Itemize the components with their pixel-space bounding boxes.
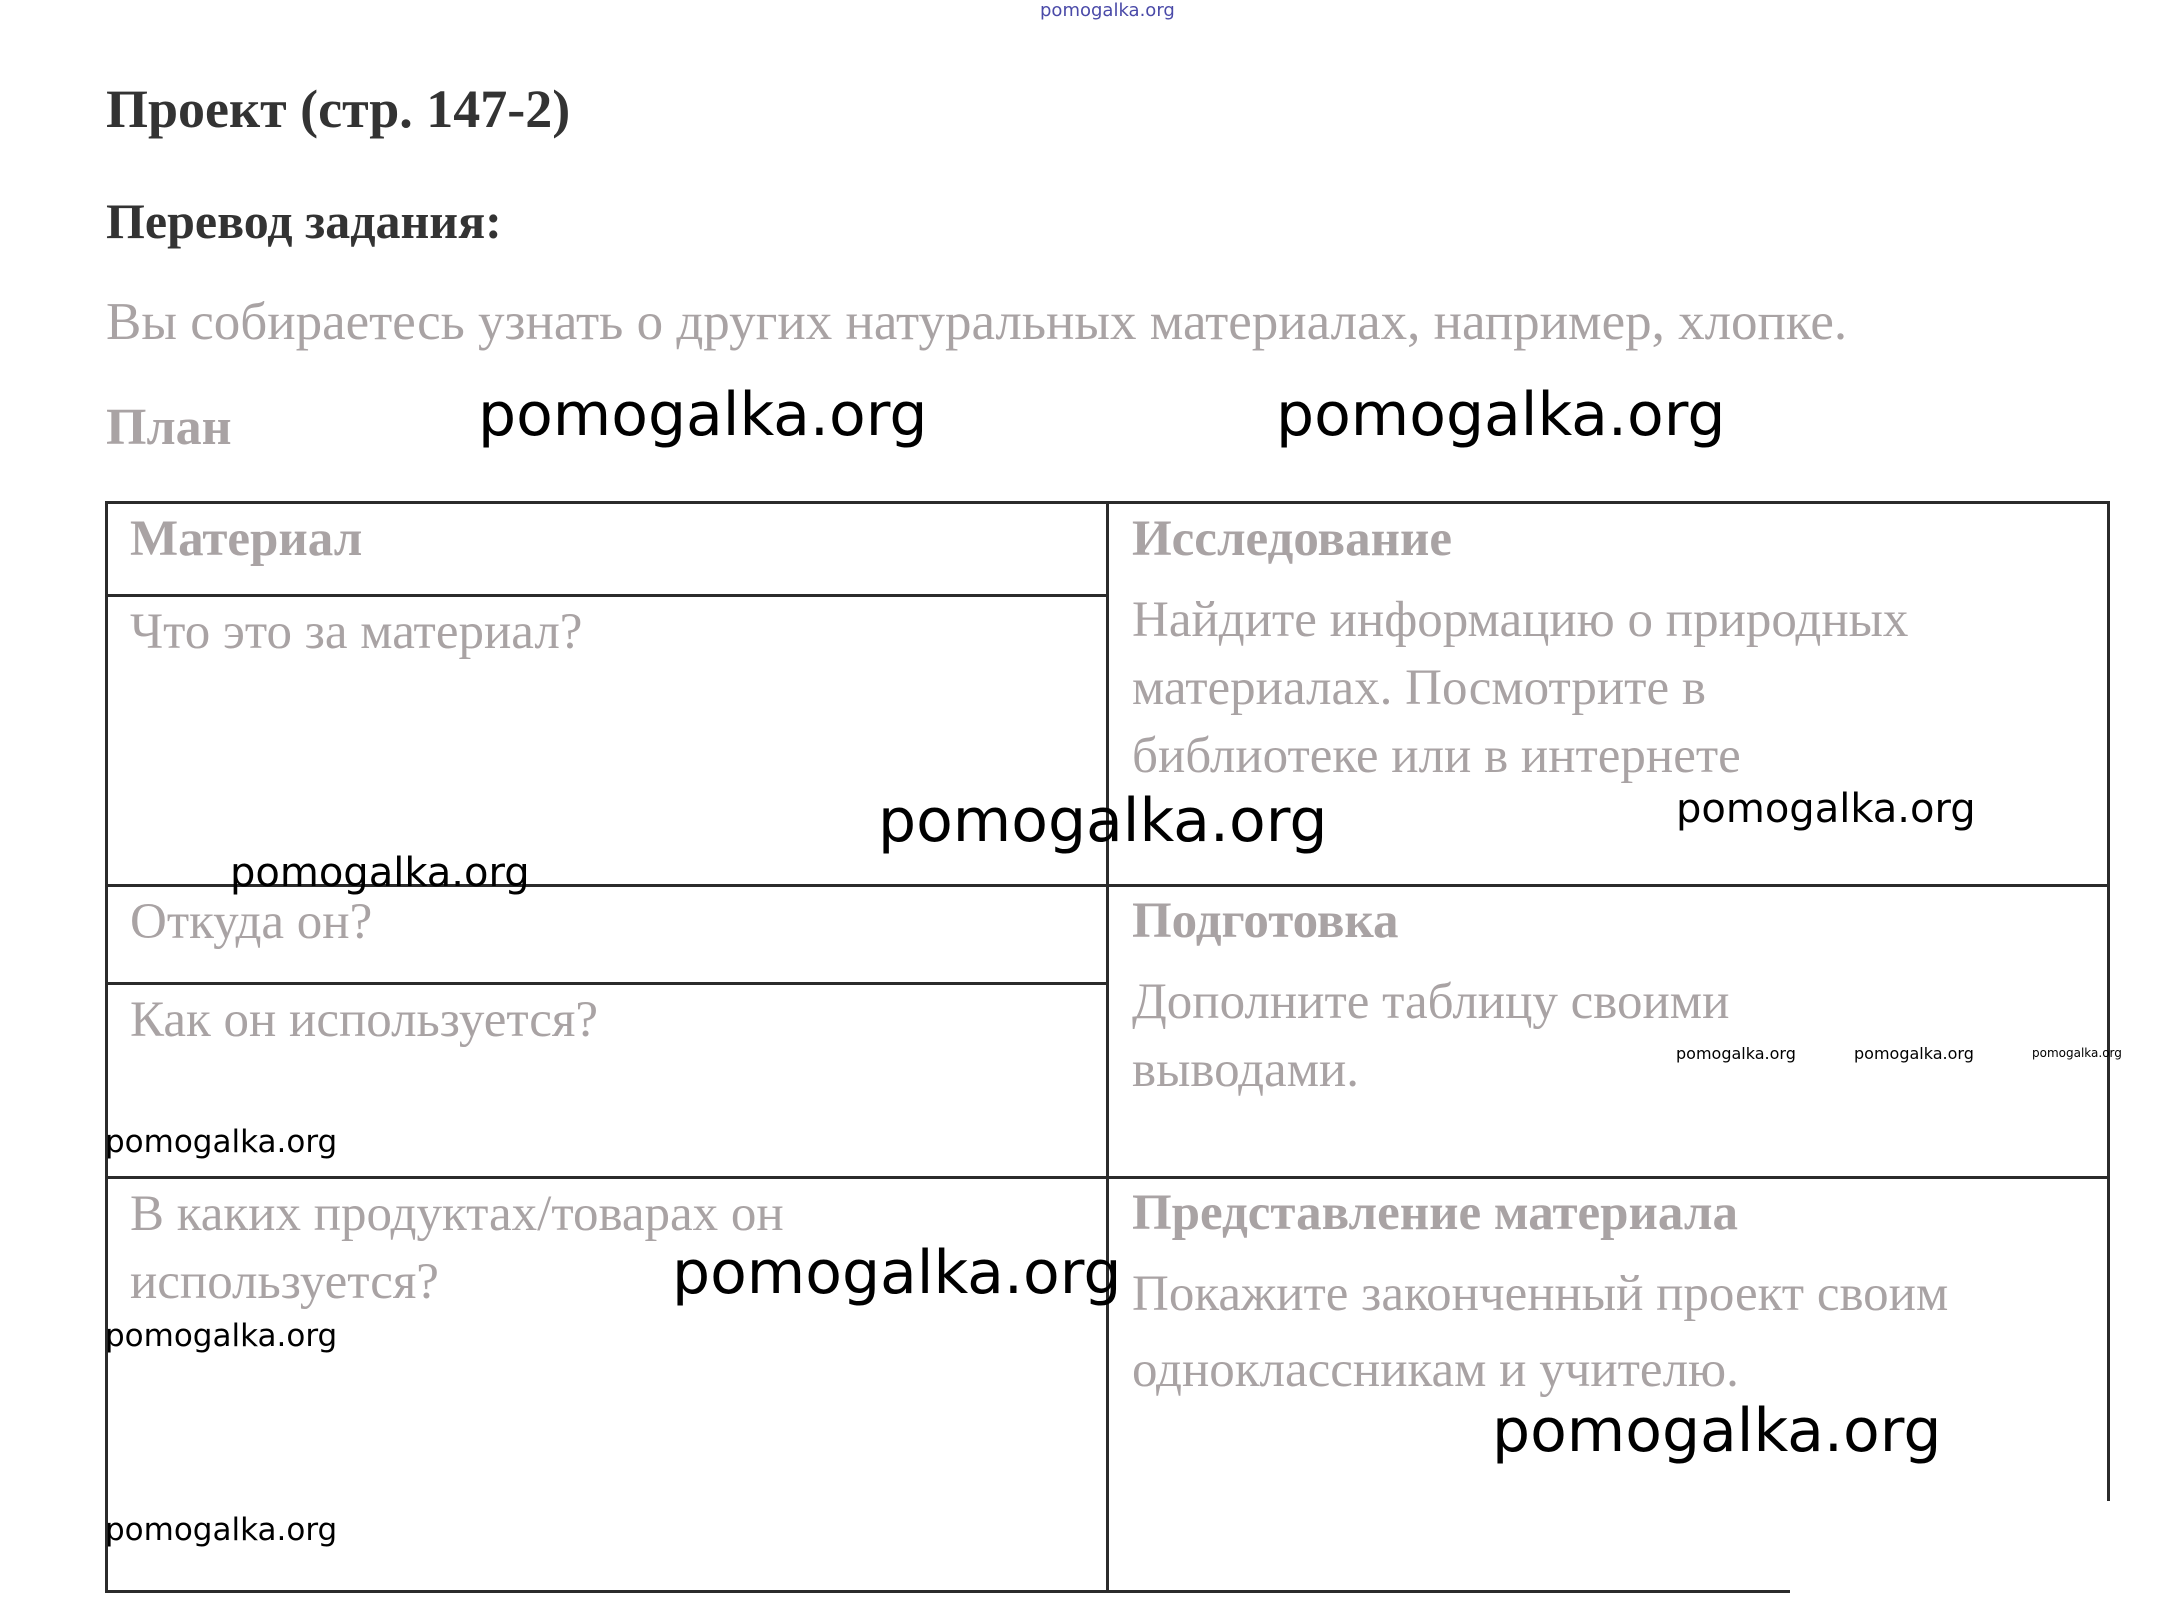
watermark: pomogalka.org: [1854, 1044, 1974, 1063]
preparation-line2: выводами.: [1132, 1042, 1360, 1098]
plan-label: План: [106, 399, 232, 456]
watermark: pomogalka.org: [230, 850, 530, 896]
question-products-line2: используется?: [130, 1254, 439, 1310]
section-subtitle: Перевод задания:: [106, 193, 502, 249]
question-what-material: Что это за материал?: [130, 604, 583, 660]
watermark: pomogalka.org: [1276, 380, 1726, 450]
preparation-line1: Дополните таблицу своими: [1132, 974, 1730, 1030]
watermark: pomogalka.org: [1676, 1044, 1796, 1063]
top-watermark: pomogalka.org: [1040, 0, 1175, 21]
watermark: pomogalka.org: [105, 1124, 338, 1160]
question-origin: Откуда он?: [130, 894, 373, 950]
question-usage: Как он используется?: [130, 992, 598, 1048]
watermark: pomogalka.org: [105, 1512, 338, 1548]
research-line2: материалах. Посмотрите в: [1132, 660, 1706, 716]
watermark: pomogalka.org: [1492, 1396, 1942, 1466]
question-products-line1: В каких продуктах/товарах он: [130, 1186, 784, 1242]
watermark: pomogalka.org: [672, 1238, 1122, 1308]
watermark: pomogalka.org: [478, 380, 928, 450]
research-header: Исследование: [1132, 511, 1452, 567]
watermark: pomogalka.org: [878, 786, 1328, 856]
task-intro: Вы собираетесь узнать о других натуральных материалах, например, хлопке.: [106, 293, 1848, 351]
watermark: pomogalka.org: [105, 1318, 338, 1354]
page-title: Проект (стр. 147-2): [106, 79, 571, 139]
presentation-line2: одноклассникам и учителю.: [1132, 1342, 1739, 1398]
research-line3: библиотеке или в интернете: [1132, 728, 1741, 784]
watermark: pomogalka.org: [2032, 1046, 2122, 1060]
research-line1: Найдите информацию о природных: [1132, 592, 1909, 648]
watermark: pomogalka.org: [1676, 786, 1976, 832]
presentation-header: Представление материала: [1132, 1185, 1738, 1241]
material-header: Материал: [130, 511, 363, 567]
preparation-header: Подготовка: [1132, 893, 1399, 949]
presentation-line1: Покажите законченный проект своим: [1132, 1266, 1949, 1322]
